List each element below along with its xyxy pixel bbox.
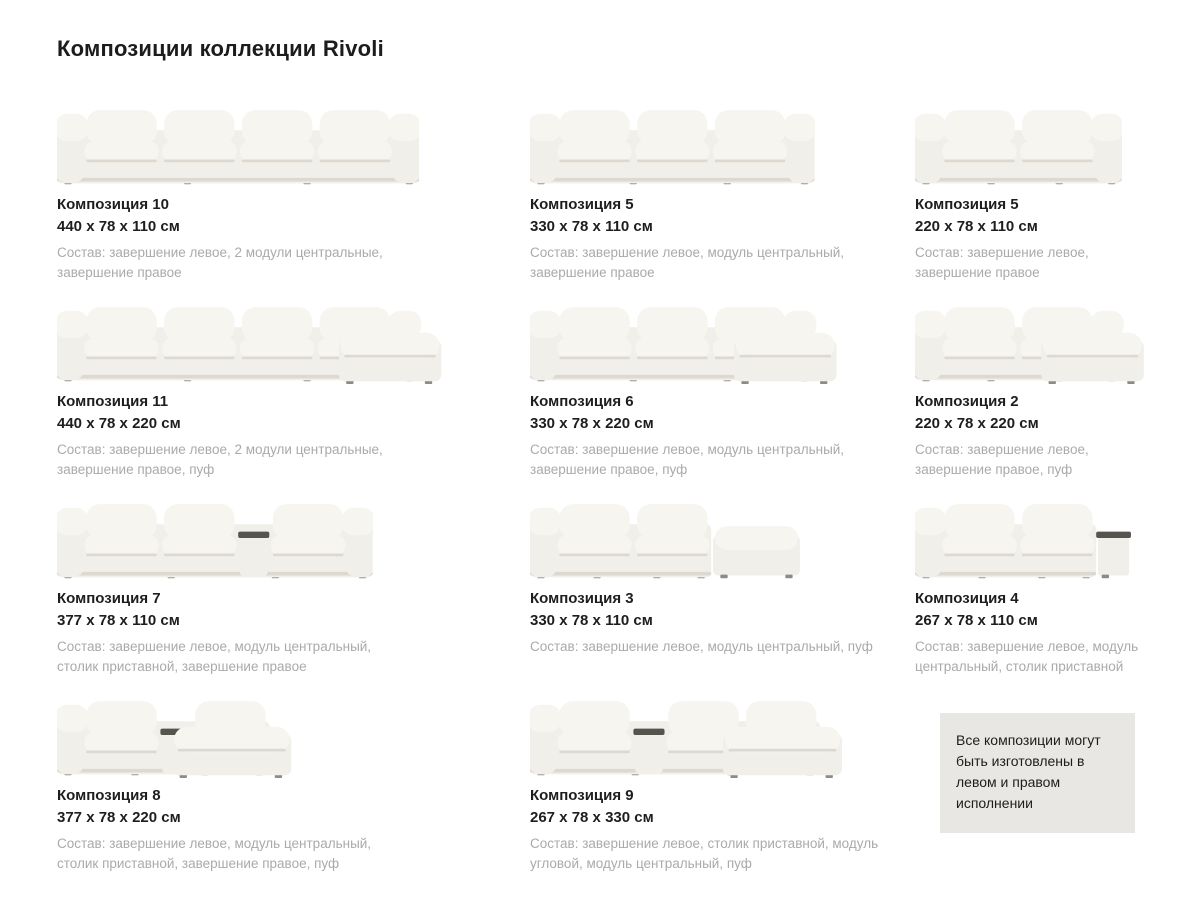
composition-card [530,484,915,681]
composition-name: Композиция 5 [530,196,634,214]
composition-description: Состав: завершение левое, модуль центральный, столик приставной, завершение правое [57,638,372,674]
composition-card [915,484,1160,681]
composition-description: Состав: завершение левое, модуль центральный, пуф [530,638,873,654]
sofa-image [57,287,530,384]
composition-description: Состав: завершение левое, модуль центральный, завершение правое [530,244,845,280]
sofa-image [57,484,530,581]
note-cell [915,681,1160,878]
composition-name: Композиция 5 [915,196,1019,214]
composition-description: Состав: завершение левое, 2 модули центральные, завершение правое, пуф [57,441,383,477]
composition-card [57,484,530,681]
composition-card [915,90,1160,287]
sofa-image [915,90,1160,187]
composition-dimensions: 330 x 78 x 110 см [530,218,653,236]
sofa-image [915,287,1160,384]
sofa-image [57,90,530,187]
composition-dimensions: 377 x 78 x 110 см [57,612,180,630]
composition-description: Состав: завершение левое, модуль центральный, завершение правое, пуф [530,441,845,477]
composition-dimensions: 377 x 78 x 220 см [57,809,181,827]
composition-dimensions: 440 x 78 x 220 см [57,415,181,433]
composition-name: Композиция 9 [530,787,634,805]
composition-description: Состав: завершение левое, 2 модули центральные, завершение правое [57,244,383,280]
composition-description: Состав: завершение левое, завершение правое, пуф [915,441,1089,477]
composition-description: Состав: завершение левое, модуль центральный, столик приставной, завершение правое, пуф [57,835,372,871]
composition-description: Состав: завершение левое, завершение правое [915,244,1089,280]
composition-card [915,287,1160,484]
compositions-grid [57,90,1160,878]
composition-name: Композиция 10 [57,196,169,214]
composition-dimensions: 267 x 78 x 330 см [530,809,654,827]
composition-dimensions: 330 x 78 x 110 см [530,612,653,630]
note-box [940,713,1135,833]
composition-description: Состав: завершение левое, модуль центральный, столик приставной [915,638,1139,674]
composition-dimensions: 440 x 78 x 110 см [57,218,180,236]
note-text: Все композиции могут быть изготовлены в левом и правом исполнении [956,732,1101,812]
sofa-image [530,90,915,187]
composition-description: Состав: завершение левое, столик приставной, модуль угловой, модуль центральный, пуф [530,835,879,871]
composition-name: Композиция 8 [57,787,161,805]
composition-card [530,681,915,878]
composition-name: Композиция 3 [530,590,634,608]
composition-name: Композиция 4 [915,590,1019,608]
composition-dimensions: 330 x 78 x 220 см [530,415,654,433]
composition-card [57,681,530,878]
page-title: Композиции коллекции Rivoli [57,36,384,61]
sofa-image [915,484,1160,581]
sofa-image [530,484,915,581]
composition-card [57,287,530,484]
composition-dimensions: 220 x 78 x 110 см [915,218,1038,236]
composition-name: Композиция 2 [915,393,1019,411]
composition-name: Композиция 7 [57,590,161,608]
sofa-image [530,681,915,778]
composition-dimensions: 267 x 78 x 110 см [915,612,1038,630]
composition-card [530,287,915,484]
composition-card [530,90,915,287]
sofa-image [57,681,530,778]
composition-name: Композиция 11 [57,393,169,411]
sofa-image [530,287,915,384]
composition-name: Композиция 6 [530,393,634,411]
composition-card [57,90,530,287]
composition-dimensions: 220 x 78 x 220 см [915,415,1039,433]
